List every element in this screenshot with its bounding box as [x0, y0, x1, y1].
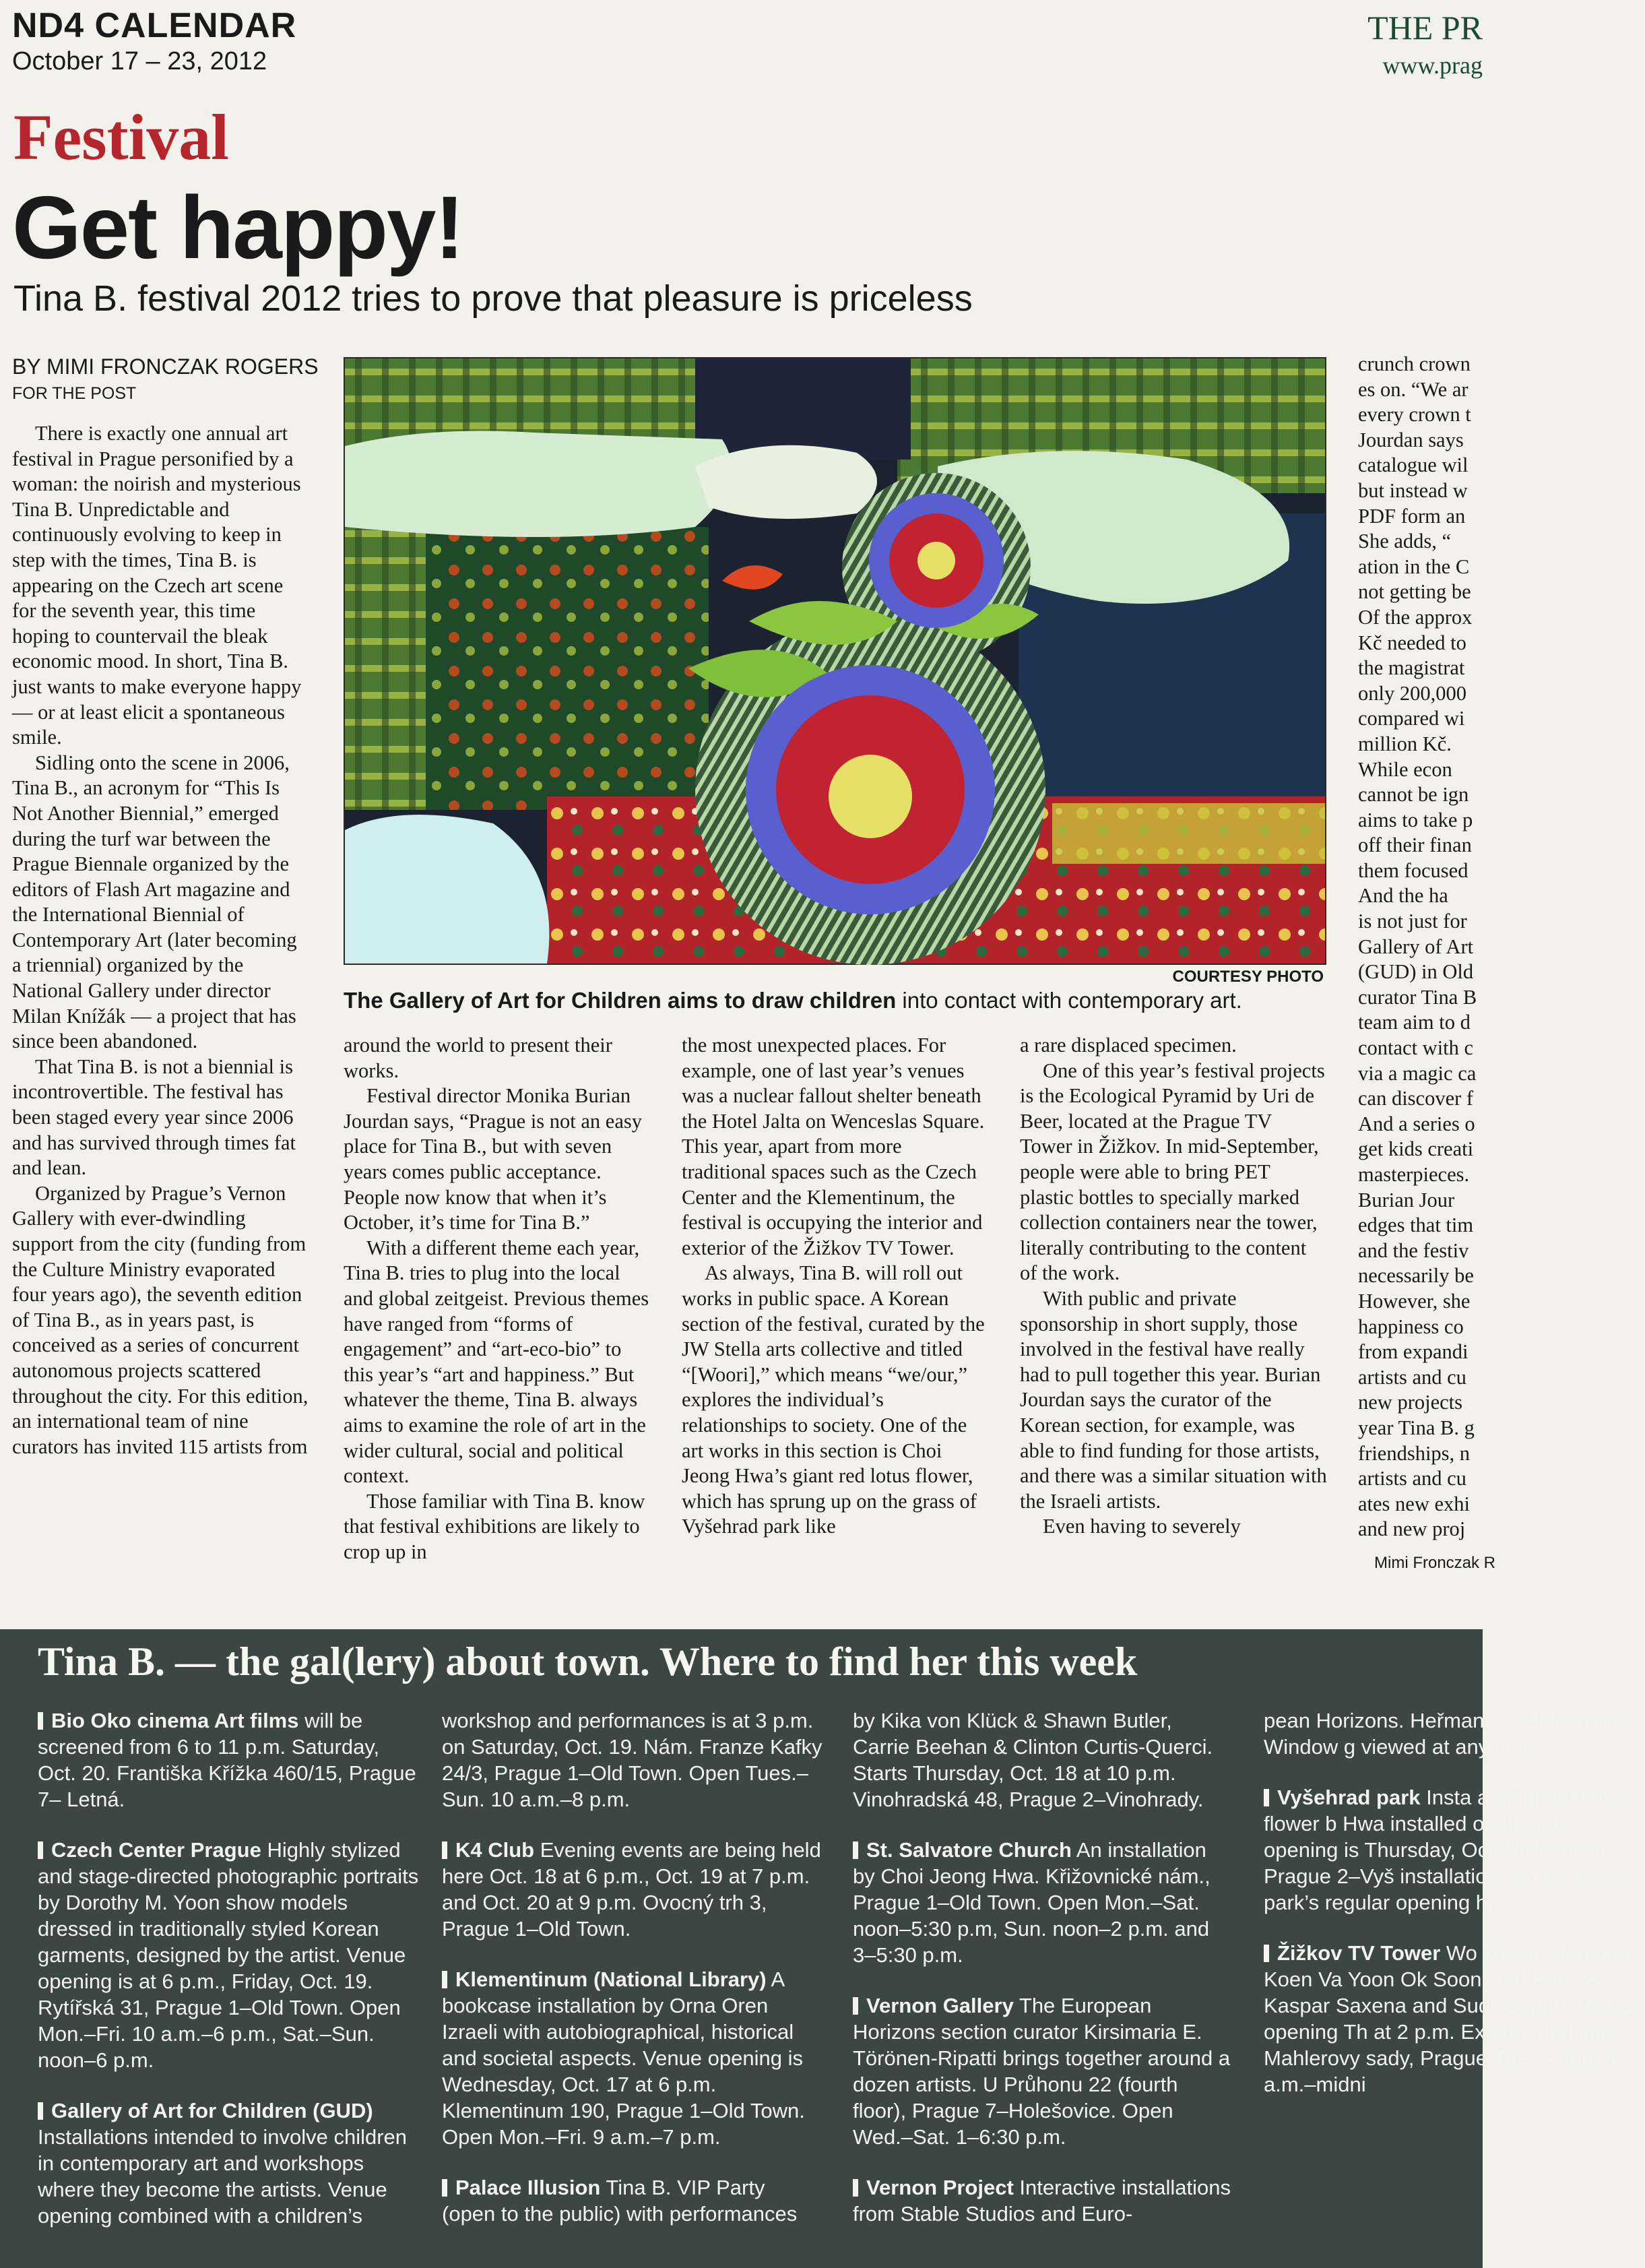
column-5-line: happiness co	[1358, 1315, 1464, 1338]
listing-item	[38, 2098, 419, 2229]
paragraph: There is exactly one annual art festival in Prague personified by a woman: the noirish and mysterious Tina B. Unpredictable and continuously evolving to keep in step with the times, Tina B. is appearing on the Czech art scene for the seventh year, this time hoping to countervail the bleak economic mood. In short, Tina B. just wants to make everyone happy — or at least elicit a spontaneous smile.	[12, 422, 302, 749]
paper-name: THE PR	[1367, 9, 1483, 46]
listing-details: workshop and performances is at 3 p.m. on Saturday, Oct. 19. Nám. Franze Kafky 24/3, Prague 1–Old Town. Open Tues.–Sun. 10 a.m.–8 p.m.	[442, 1709, 822, 1811]
column-5-line: And the ha	[1358, 884, 1448, 908]
listings-column-2	[442, 1707, 823, 2251]
paragraph: Organized by Prague’s Vernon Gallery with ever-dwindling support from the city (funding from the Culture Ministry evaporated four years ago), the seventh edition of Tina B., as in years past, is conceived as a series of concurrent autonomous projects scattered throughout the city. For this edition, an international team of nine curators has invited 115 artists from	[12, 1181, 309, 1458]
listing-bullet-icon	[38, 1712, 43, 1730]
listing-bullet-icon	[853, 1997, 858, 2015]
listings-column-4	[1264, 1707, 1645, 2122]
article-photo	[344, 357, 1326, 965]
listing-venue-name: Bio Oko cinema Art films	[51, 1709, 299, 1732]
listing-item	[853, 1707, 1234, 1813]
column-5-line: catalogue wil	[1358, 453, 1469, 477]
paragraph: With public and private sponsorship in short supply, those involved in the festival have really had to pull together this year. Burian Jourdan says the curator of the Korean section, for example, was able to find funding for those artists, and there was a similar situation with the Israeli artists.	[1020, 1286, 1327, 1513]
photo-credit: COURTESY PHOTO	[1172, 968, 1324, 986]
listing-venue-name: Vyšehrad park	[1277, 1786, 1421, 1809]
listing-details: will be screened from 6 to 11 p.m. Saturday, Oct. 20. Františka Křížka 460/15, Prague 7– Letná.	[38, 1709, 416, 1811]
paragraph: One of this year’s festival projects is the Ecological Pyramid by Uri de Beer, located at the Prague TV Tower in Žižkov. In mid-September, people were able to bring PET plastic bottles to specially marked collection containers near the tower, literally contributing to the content of the work.	[1020, 1059, 1325, 1285]
listing-item	[38, 1707, 419, 1813]
listing-item	[853, 1837, 1234, 1968]
column-5-line: Burian Jour	[1358, 1188, 1455, 1211]
column-5-line: can discover f	[1358, 1087, 1474, 1110]
column-5-line: off their finan	[1358, 833, 1472, 857]
headline: Get happy!	[12, 178, 463, 277]
article-column-1	[12, 421, 310, 1459]
deck: Tina B. festival 2012 tries to prove that pleasure is priceless	[13, 278, 973, 319]
article-column-5-cropped	[1358, 352, 1506, 1542]
column-5-line: aims to take p	[1358, 808, 1473, 831]
article-column-2	[344, 1033, 649, 1565]
column-5-line: ates new exhi	[1358, 1492, 1470, 1515]
listing-details: An installation by Choi Jeong Hwa. Křižovnické nám., Prague 1–Old Town. Open Mon.–Sat. noon–5:30 p.m, Sun. noon–2 p.m. and 3–5:30 p.m.	[853, 1838, 1211, 1967]
column-5-line: them focused	[1358, 858, 1469, 882]
column-5-line: Kč needed to	[1358, 631, 1466, 654]
listing-details: A bookcase installation by Orna Oren Izraeli with autobiographical, historical and societal aspects. Venue opening is Wednesday, Oct. 17 at 6 p.m. Klementinum 190, Prague 1–Old Town. Open Mon.–Fri. 9 a.m.–7 p.m.	[442, 1967, 805, 2149]
column-5-line: friendships, n	[1358, 1441, 1471, 1465]
listing-details: Tina B. VIP Party (open to the public) with performances	[442, 2176, 798, 2226]
column-5-line: Of the approx	[1358, 605, 1473, 629]
column-5-line: Jourdan says	[1358, 428, 1464, 451]
listings-column-1	[38, 1707, 419, 2253]
kicker: Festival	[13, 101, 229, 173]
listing-bullet-icon	[442, 1971, 447, 1988]
column-5-line: but instead w	[1358, 478, 1468, 502]
paragraph: With a different theme each year, Tina B. tries to plug into the local and global zeitgeist. Previous themes have ranged from “forms of engagement” and “art-eco-bio” to this year’s “art and happiness.” But whatever the theme, Tina B. always aims to examine the role of art in the wider cultural, social and political context.	[344, 1236, 649, 1488]
listing-details: Interactive installations from Stable Studios and Euro-	[853, 2176, 1231, 2226]
listing-item	[1264, 1940, 1645, 2098]
column-5-line: new projects	[1358, 1391, 1462, 1414]
paragraph: a rare displaced specimen.	[1020, 1034, 1237, 1057]
column-5-line: contact with c	[1358, 1036, 1474, 1060]
listing-item	[853, 2174, 1234, 2227]
column-5-line: get kids creati	[1358, 1137, 1474, 1161]
listing-venue-name: Vernon Gallery	[866, 1994, 1014, 2017]
paragraph: around the world to present their works.	[344, 1034, 612, 1082]
column-5-line: every crown t	[1358, 403, 1471, 427]
listing-item	[442, 1966, 823, 2150]
listing-item	[442, 1707, 823, 1813]
column-5-line: million Kč.	[1358, 732, 1452, 755]
listing-venue-name: Klementinum (National Library)	[455, 1967, 767, 1991]
paragraph: That Tina B. is not a biennial is incontrovertible. The festival has been staged every year since 2006 and has survived through times fat and lean.	[12, 1054, 296, 1180]
listings-title: Tina B. — the gal(lery) about town. Where to find her this week	[38, 1639, 1138, 1684]
listing-item	[38, 1837, 419, 2073]
listing-bullet-icon	[1264, 1945, 1269, 1962]
listing-venue-name: Palace Illusion	[455, 2176, 601, 2199]
column-5-line: from expandi	[1358, 1340, 1469, 1364]
listing-details: by Kika von Klück & Shawn Butler, Carrie Beehan & Clinton Curtis-Querci. Starts Thursday, Oct. 18 at 10 p.m. Vinohradská 48, Prague 2–Vinohrady.	[853, 1709, 1213, 1811]
caption-lead: The Gallery of Art for Children aims to draw children	[344, 988, 897, 1013]
column-5-line: While econ	[1358, 757, 1452, 781]
paragraph: the most unexpected places. For example, one of last year’s venues was a nuclear fallout shelter beneath the Hotel Jalta on Wenceslas Square. This year, apart from more traditional spaces such as the Czech Center and the Klementinum, the festival is occupying the interior and exterior of the Žižkov TV Tower.	[682, 1034, 985, 1259]
article-column-3	[682, 1033, 990, 1540]
listing-item	[1264, 1707, 1645, 1760]
column-5-line: necessarily be	[1358, 1264, 1474, 1288]
listing-venue-name: Vernon Project	[866, 2176, 1014, 2199]
column-5-line: However, she	[1358, 1289, 1471, 1313]
paragraph: Those familiar with Tina B. know that festival exhibitions are likely to crop up in	[344, 1489, 645, 1563]
listing-bullet-icon	[853, 2179, 858, 2197]
byline: BY MIMI FRONCZAK ROGERS	[12, 354, 319, 379]
article-column-4	[1020, 1033, 1328, 1540]
listing-bullet-icon	[442, 1841, 447, 1859]
column-5-line: and the festiv	[1358, 1238, 1469, 1262]
column-5-line: curator Tina B	[1358, 985, 1477, 1009]
listing-bullet-icon	[1264, 1789, 1269, 1806]
caption-rest: into contact with contemporary art.	[896, 988, 1242, 1013]
listing-venue-name: Czech Center Prague	[51, 1838, 261, 1862]
column-5-line: not getting be	[1358, 580, 1471, 604]
author-note: Mimi Fronczak R	[1374, 1554, 1496, 1572]
column-5-line: crunch crown	[1358, 352, 1471, 375]
photo-caption	[344, 988, 1327, 1013]
issue-date: October 17 – 23, 2012	[12, 47, 267, 75]
column-5-line: compared wi	[1358, 707, 1465, 730]
listing-details: Evening events are being held here Oct. 18 at 6 p.m., Oct. 19 at 7 p.m. and Oct. 20 at 9 p.m. Ovocný trh 3, Prague 1–Old Town.	[442, 1838, 821, 1941]
column-5-line: ation in the C	[1358, 555, 1470, 578]
listings-box	[0, 1629, 1637, 2268]
listing-details: Highly stylized and stage-directed photographic portraits by Dorothy M. Yoon show models dressed in traditionally styled Korean garments, designed by the artist. Venue opening is at 6 p.m., Friday, Oct. 19. Rytířská 31, Prague 1–Old Town. Open Mon.–Fri. 10 a.m.–6 p.m., Sat.–Sun. noon–6 p.m.	[38, 1838, 419, 2072]
column-5-line: the magistrat	[1358, 656, 1465, 680]
column-5-line: cannot be ign	[1358, 783, 1469, 807]
column-5-line: She adds, “	[1358, 530, 1452, 553]
listing-details: pean Horizons. Heřmanc 7–Holešovice. Window g viewed at any time.	[1264, 1709, 1632, 1759]
listing-details: Wo Toman Neuman, Koen Va Yoon Ok Soon, Ted Barr, E Kaspar Saxena and Sudh appah. Venue opening Th at 2 p.m. Exterior and inte Mahlerovy sady, Prague Tues.–Sun. 8 a.m.–midni	[1264, 1941, 1637, 2096]
listing-bullet-icon	[442, 2179, 447, 2197]
column-5-line: Gallery of Art	[1358, 935, 1474, 958]
paragraph: Even having to severely	[1043, 1515, 1241, 1538]
column-5-line: (GUD) in Old	[1358, 960, 1474, 984]
listing-details: The European Horizons section curator Kirsimaria E. Törönen-Ripatti brings together around a dozen artists. U Průhonu 22 (fourth floor), Prague 7–Holešovice. Open Wed.–Sat. 1–6:30 p.m.	[853, 1994, 1231, 2149]
listing-bullet-icon	[853, 1841, 858, 1859]
column-5-line: year Tina B. g	[1358, 1416, 1475, 1439]
listing-item	[853, 1992, 1234, 2150]
paragraph: Festival director Monika Burian Jourdan says, “Prague is not an easy place for Tina B., but with seven years comes public acceptance. People now know that when it’s October, it’s time for Tina B.”	[344, 1084, 642, 1234]
listings-column-3	[853, 1707, 1234, 2251]
listing-bullet-icon	[38, 2102, 43, 2120]
column-5-line: masterpieces.	[1358, 1163, 1470, 1186]
paragraph: As always, Tina B. will roll out works in public space. A Korean section of the festival, curated by the JW Stella arts collective and titled “[Woori],” which means “we/our,” explores the individual’s relationships to society. One of the art works in this section is Choi Jeong Hwa’s giant red lotus flower, which has sprung up on the grass of Vyšehrad park like	[682, 1261, 985, 1538]
section-label: ND4 CALENDAR	[12, 6, 297, 45]
column-5-line: And a series o	[1358, 1112, 1475, 1135]
column-5-line: artists and cu	[1358, 1467, 1466, 1490]
listing-venue-name: K4 Club	[455, 1838, 535, 1862]
paragraph: Sidling onto the scene in 2006, Tina B., an acronym for “This Is Not Another Biennial,” emerged during the turf war between the Prague Biennale organized by the editors of Flash Art magazine and the International Biennial of Contemporary Art (later becoming a triennial) organized by the National Gallery under director Milan Knížák — a project that has since been abandoned.	[12, 751, 297, 1053]
listing-venue-name: St. Salvatore Church	[866, 1838, 1072, 1862]
paper-url: www.prag	[1382, 52, 1483, 79]
column-5-line: es on. “We ar	[1358, 377, 1469, 401]
listing-bullet-icon	[38, 1841, 43, 1859]
listing-item	[1264, 1784, 1645, 1916]
column-5-line: edges that tim	[1358, 1214, 1474, 1237]
listing-item	[442, 2174, 823, 2227]
column-5-line: PDF form an	[1358, 504, 1466, 528]
column-5-line: team aim to d	[1358, 1011, 1471, 1034]
listing-venue-name: Gallery of Art for Children (GUD)	[51, 2099, 373, 2122]
column-5-line: artists and cu	[1358, 1365, 1466, 1389]
column-5-line: only 200,000	[1358, 681, 1466, 705]
listing-item	[442, 1837, 823, 1942]
byline-org: FOR THE POST	[12, 384, 137, 403]
listing-details: Insta a giant red lotus flower b Hwa installed on the par opening is Thursday, Oct. V Pevnosti, Prague 2–Vyš installation can be viewe park’s regular opening ho	[1264, 1786, 1627, 1914]
listing-details: Installations intended to involve children in contemporary art and workshops where they become the artists. Venue opening combined with a children’s	[38, 2125, 408, 2228]
column-5-line: via a magic ca	[1358, 1061, 1477, 1085]
fabric-flower-artwork	[345, 358, 1325, 964]
column-5-line: is not just for	[1358, 910, 1467, 933]
column-5-line: and new proj	[1358, 1517, 1466, 1541]
listing-venue-name: Žižkov TV Tower	[1277, 1941, 1441, 1965]
